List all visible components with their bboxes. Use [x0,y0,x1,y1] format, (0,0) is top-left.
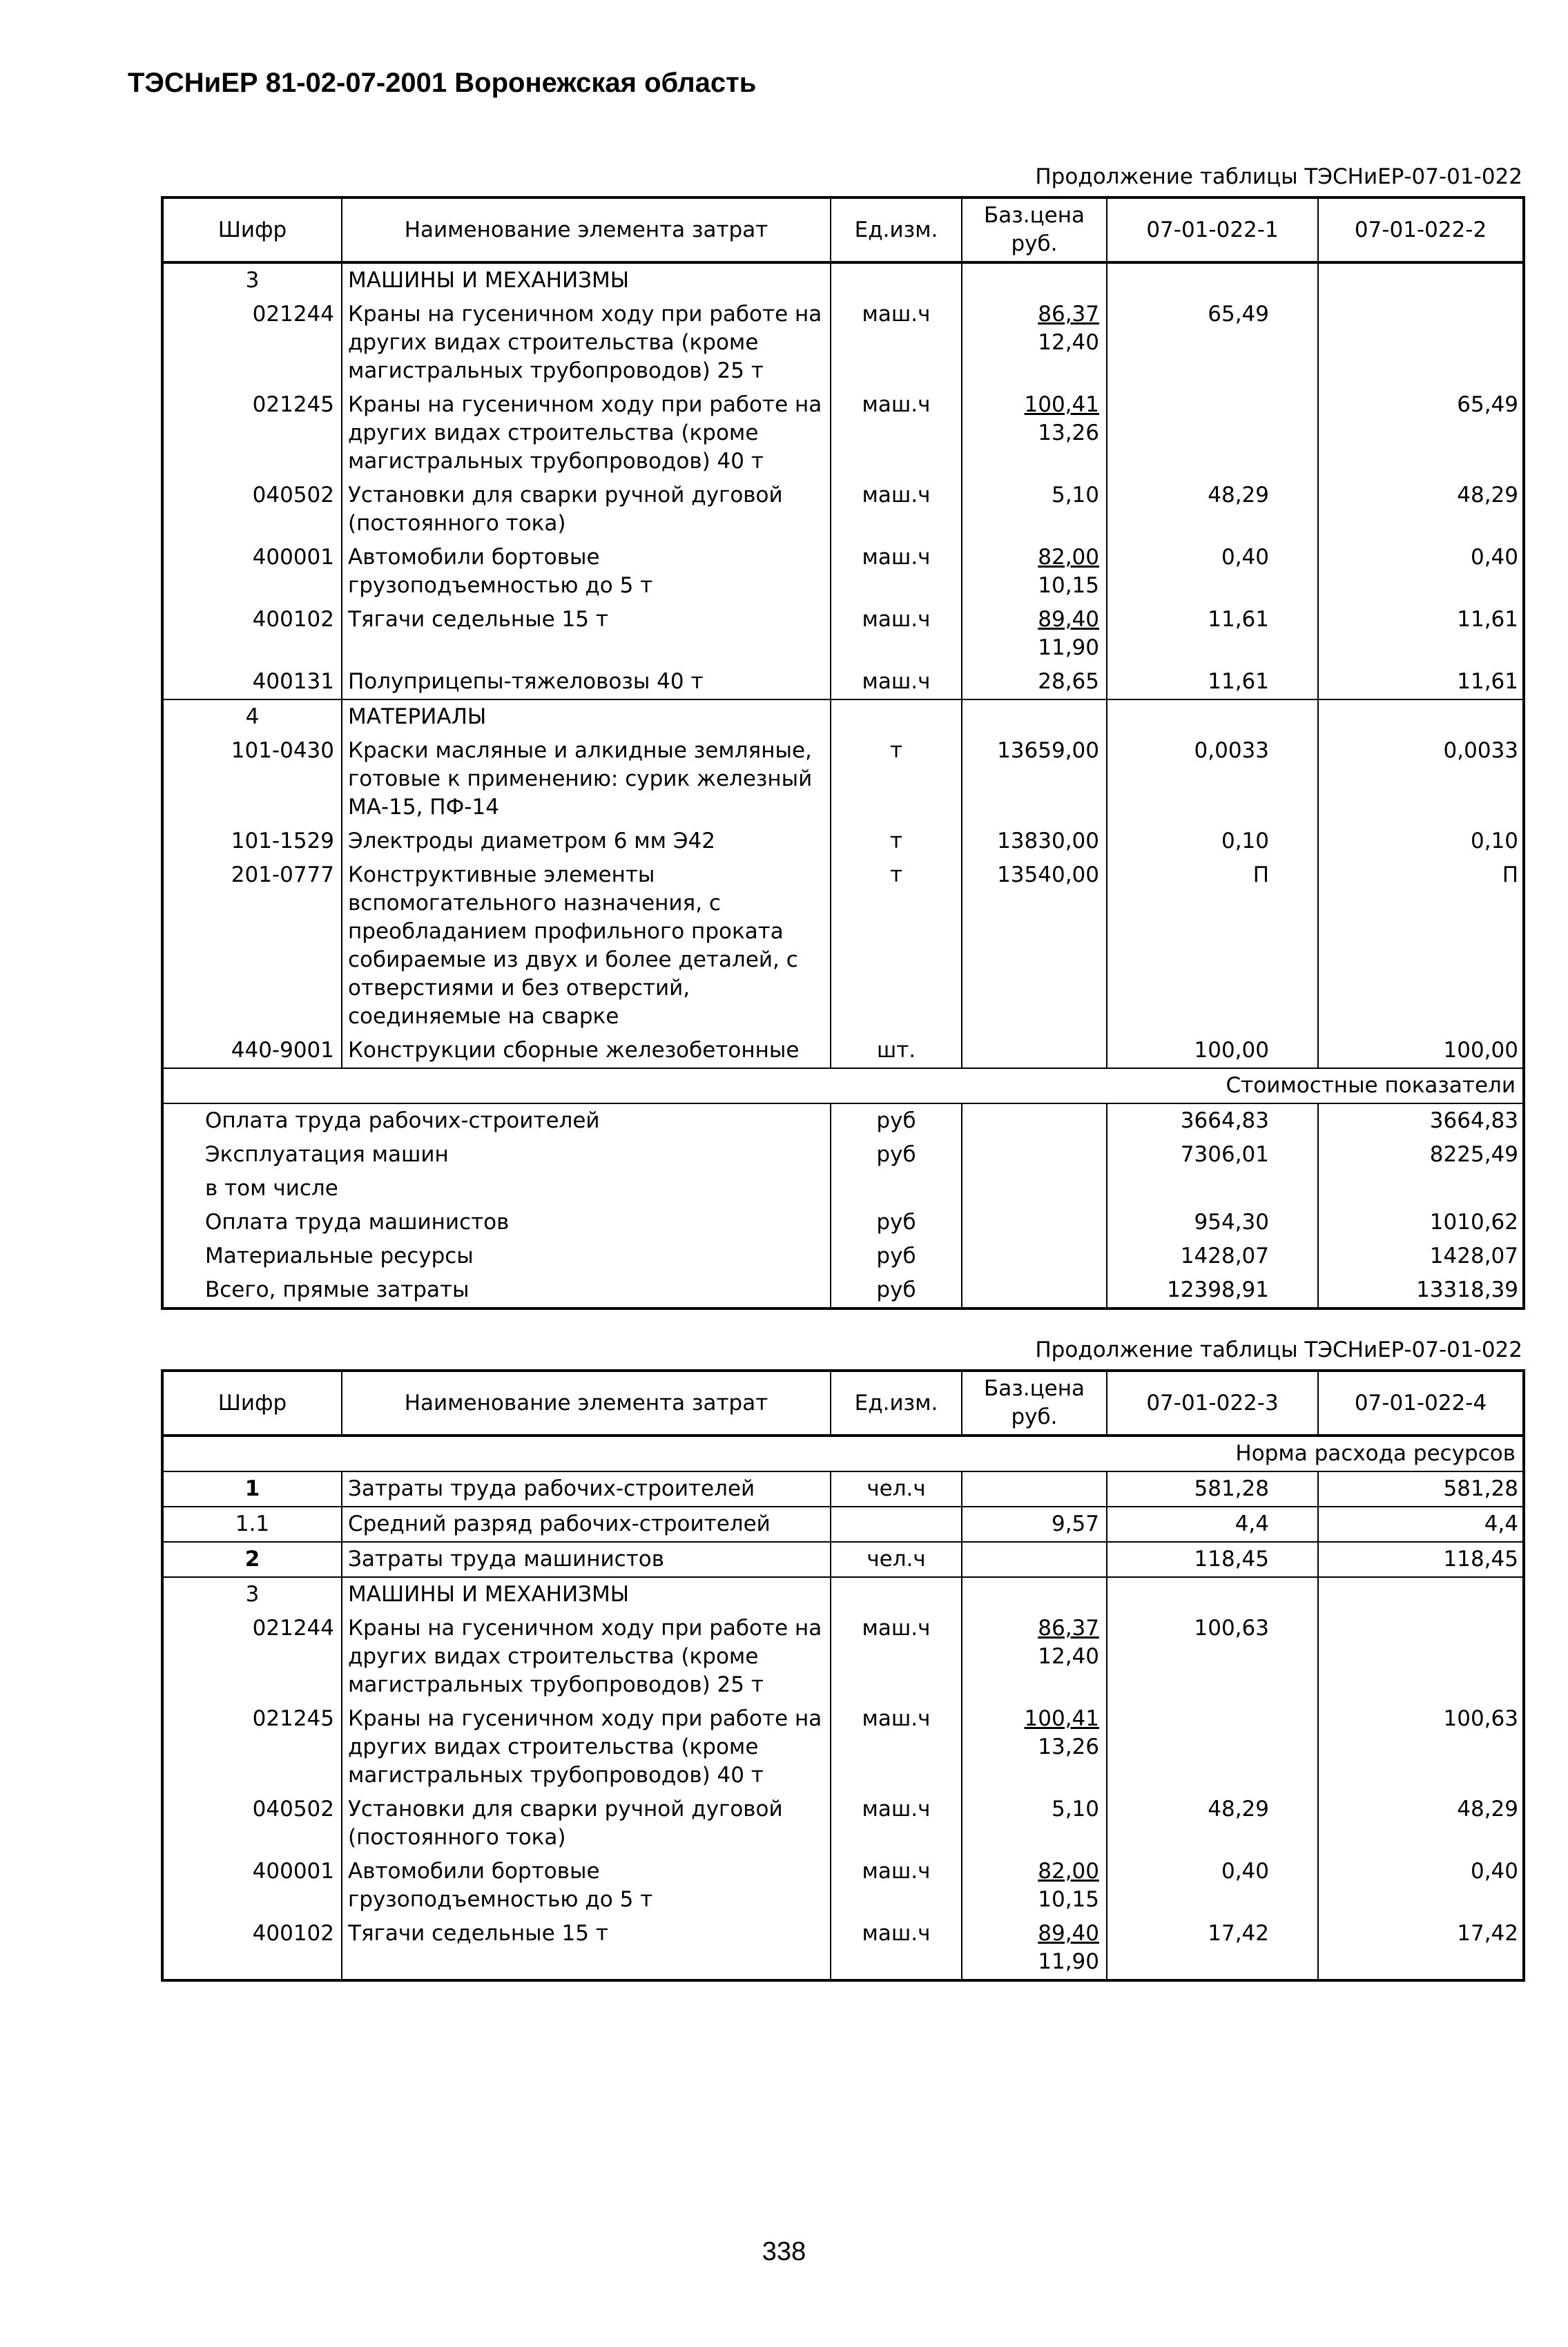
value-col-1 [1107,1702,1318,1793]
column-header: Шифр [162,1371,342,1436]
base-price [962,1855,1107,1917]
empty-cell [1318,262,1524,298]
cost-unit: руб [831,1103,962,1138]
base-price-value: 28,65 [1038,669,1099,694]
value-col-1: П [1107,858,1318,1034]
base-price-value: 13540,00 [997,862,1099,887]
cost-label: Всего, прямые затраты [205,1277,470,1302]
empty-cell [962,1577,1107,1612]
value-col-2: 17,42 [1318,1917,1524,1980]
resource-name: Тягачи седельные 15 т [342,1917,831,1980]
base-price [962,1542,1107,1577]
unit: маш.ч [831,1793,962,1855]
cost-unit: руб [831,1239,962,1273]
resource-name: Конструктивные элементы вспомогательного назначения, с преобладанием профильного проката собираемые из двух и более деталей, с отверстиями и без отверстий, соединяемые на сварке [342,858,831,1034]
table-header-row [162,1371,1524,1436]
resource-name: Краски масляные и алкидные земляные, готовые к применению: сурик железный МА-15, ПФ-14 [342,734,831,824]
cost-value-2: 3664,83 [1318,1103,1524,1138]
cost-row [162,1103,1524,1138]
empty-cell [1107,699,1318,734]
base-price [962,1793,1107,1855]
base-price [962,665,1107,699]
column-header: Ед.изм. [831,197,962,262]
unit: маш.ч [831,388,962,479]
cost-value-1: 3664,83 [1107,1103,1318,1138]
base-price [962,298,1107,388]
cost-value-2: 1010,62 [1318,1206,1524,1239]
resource-code: 400001 [252,1859,334,1884]
base-price [962,541,1107,603]
cost-value-1: 954,30 [1107,1206,1318,1239]
base-price-wage: 13,26 [1038,421,1099,445]
value-col-2: 0,40 [1318,1855,1524,1917]
column-header: Наименование элемента затрат [342,1371,831,1436]
section-title: МАТЕРИАЛЫ [342,699,831,734]
cost-unit: руб [831,1206,962,1239]
resource-name: Краны на гусеничном ходу при работе на других видах строительства (кроме магистральных трубопроводов) 40 т [342,388,831,479]
section-title: МАШИНЫ И МЕХАНИЗМЫ [342,1577,831,1612]
unit: т [831,858,962,1034]
cost-row [162,1239,1524,1273]
resource-code: 201-0777 [231,862,334,887]
base-price [962,734,1107,824]
base-price-value: 13830,00 [997,829,1099,853]
cost-row [162,1138,1524,1172]
section-row [162,1577,1524,1612]
resource-name: Полуприцепы-тяжеловозы 40 т [342,665,831,699]
table-row [162,665,1524,699]
table-row [162,824,1524,858]
resource-code: 021245 [252,1706,334,1731]
cost-value-2: 8225,49 [1318,1138,1524,1172]
table-row [162,1507,1524,1542]
column-header: 07-01-022-1 [1107,197,1318,262]
base-price [962,858,1107,1034]
value-col-1: 65,49 [1107,298,1318,388]
base-price-wage: 10,15 [1038,573,1099,598]
unit: маш.ч [831,298,962,388]
cost-row [162,1172,1524,1206]
value-col-1: 0,40 [1107,541,1318,603]
page-number: 338 [762,2237,806,2266]
column-header: Баз.цена руб. [962,197,1107,262]
resource-code: 2 [244,1547,260,1572]
cost-indicators-header [162,1068,1524,1103]
value-col-2: 100,63 [1318,1702,1524,1793]
column-header: 07-01-022-3 [1107,1371,1318,1436]
value-col-2 [1318,1612,1524,1702]
base-price [962,603,1107,665]
resource-code: 021244 [252,1616,334,1641]
section-row [162,699,1524,734]
unit: чел.ч [831,1471,962,1507]
value-col-1: 4,4 [1107,1507,1318,1542]
cost-label: Материальные ресурсы [205,1244,474,1268]
cost-value-1: 12398,91 [1107,1273,1318,1308]
base-price-value: 89,40 [1038,1921,1099,1946]
value-col-2: 0,10 [1318,824,1524,858]
base-price-wage: 12,40 [1038,1644,1099,1669]
base-price [962,1702,1107,1793]
cost-label: Оплата труда машинистов [205,1210,510,1235]
unit: маш.ч [831,1612,962,1702]
base-price-value: 86,37 [1038,1616,1099,1641]
base-price-value: 100,41 [1024,392,1099,417]
resource-name: Электроды диаметром 6 мм Э42 [342,824,831,858]
resource-name: Конструкции сборные железобетонные [342,1034,831,1068]
resource-code: 440-9001 [231,1038,334,1063]
cost-unit: руб [831,1138,962,1172]
value-col-1: 581,28 [1107,1471,1318,1507]
table-header-row [162,197,1524,262]
section-row [162,262,1524,298]
column-header: Наименование элемента затрат [342,197,831,262]
empty-cell [962,1206,1107,1239]
resource-name: Тягачи седельные 15 т [342,603,831,665]
value-col-2: 4,4 [1318,1507,1524,1542]
base-price [962,1507,1107,1542]
continuation-label-1: Продолжение таблицы ТЭСНиЕР-07-01-022 [1035,164,1522,189]
base-price-value: 100,41 [1024,1706,1099,1731]
resource-code: 400102 [252,607,334,632]
cost-value-1 [1107,1172,1318,1206]
empty-cell [831,262,962,298]
resource-table-1 [161,196,1525,1310]
cost-value-1: 1428,07 [1107,1239,1318,1273]
cost-value-1: 7306,01 [1107,1138,1318,1172]
table-row [162,1612,1524,1702]
base-price [962,388,1107,479]
value-col-2: 100,00 [1318,1034,1524,1068]
base-price-wage: 13,26 [1038,1735,1099,1759]
cost-unit: руб [831,1273,962,1308]
resource-code: 1 [244,1476,260,1501]
table-row [162,541,1524,603]
section-title: МАШИНЫ И МЕХАНИЗМЫ [342,262,831,298]
resource-name: Установки для сварки ручной дуговой (постоянного тока) [342,479,831,541]
resource-code: 400131 [252,669,334,694]
cost-label: Оплата труда рабочих-строителей [205,1108,600,1133]
norm-header-text: Норма расхода ресурсов [162,1436,1524,1471]
value-col-1: 118,45 [1107,1542,1318,1577]
table-row [162,1793,1524,1855]
value-col-2: 0,0033 [1318,734,1524,824]
empty-cell [962,262,1107,298]
unit: маш.ч [831,1917,962,1980]
value-col-1: 100,63 [1107,1612,1318,1702]
resource-name: Установки для сварки ручной дуговой (постоянного тока) [342,1793,831,1855]
value-col-2 [1318,298,1524,388]
value-col-1: 48,29 [1107,479,1318,541]
unit: шт. [831,1034,962,1068]
norm-header [162,1436,1524,1471]
column-header: Шифр [162,197,342,262]
base-price-value: 5,10 [1051,483,1099,508]
value-col-2: 11,61 [1318,665,1524,699]
table-row [162,298,1524,388]
base-price-value: 89,40 [1038,607,1099,632]
value-col-2: 48,29 [1318,479,1524,541]
cost-row [162,1273,1524,1308]
unit: т [831,734,962,824]
value-col-2: 48,29 [1318,1793,1524,1855]
resource-code: 101-0430 [231,738,334,763]
section-number: 3 [162,262,342,298]
empty-cell [962,1138,1107,1172]
column-header: Ед.изм. [831,1371,962,1436]
cost-label: Эксплуатация машин [205,1142,449,1167]
cost-label: в том числе [205,1176,338,1201]
section-number: 3 [162,1577,342,1612]
cost-value-2: 1428,07 [1318,1239,1524,1273]
base-price [962,1612,1107,1702]
base-price [962,1034,1107,1068]
value-col-1: 17,42 [1107,1917,1318,1980]
resource-table-2 [161,1369,1525,1982]
unit: т [831,824,962,858]
value-col-1: 11,61 [1107,665,1318,699]
resource-name: Затраты труда рабочих-строителей [342,1471,831,1507]
value-col-2: 11,61 [1318,603,1524,665]
value-col-2: 118,45 [1318,1542,1524,1577]
table-row [162,479,1524,541]
table-row [162,1034,1524,1068]
resource-name: Затраты труда машинистов [342,1542,831,1577]
base-price-wage: 12,40 [1038,330,1099,355]
value-col-1 [1107,388,1318,479]
empty-cell [1107,1577,1318,1612]
column-header: 07-01-022-4 [1318,1371,1524,1436]
base-price [962,479,1107,541]
base-price-wage: 10,15 [1038,1887,1099,1912]
base-price-value: 86,37 [1038,302,1099,327]
column-header: 07-01-022-2 [1318,197,1524,262]
page-header: ТЭСНиЕР 81-02-07-2001 Воронежская область [128,68,757,98]
base-price [962,1917,1107,1980]
resource-code: 021245 [252,392,334,417]
unit: маш.ч [831,1702,962,1793]
value-col-1: 0,40 [1107,1855,1318,1917]
resource-name: Краны на гусеничном ходу при работе на других видах строительства (кроме магистральных трубопроводов) 25 т [342,1612,831,1702]
resource-name: Средний разряд рабочих-строителей [342,1507,831,1542]
empty-cell [1318,699,1524,734]
empty-cell [831,1577,962,1612]
resource-name: Автомобили бортовые грузоподъемностью до 5 т [342,541,831,603]
value-col-2: 581,28 [1318,1471,1524,1507]
table-row [162,1855,1524,1917]
empty-cell [1318,1577,1524,1612]
value-col-1: 48,29 [1107,1793,1318,1855]
continuation-label-2: Продолжение таблицы ТЭСНиЕР-07-01-022 [1035,1337,1522,1362]
table-row [162,1917,1524,1980]
resource-name: Автомобили бортовые грузоподъемностью до 5 т [342,1855,831,1917]
base-price-value: 5,10 [1051,1797,1099,1822]
value-col-2: 0,40 [1318,541,1524,603]
unit [831,1507,962,1542]
base-price-value: 82,00 [1038,545,1099,570]
cost-value-2 [1318,1172,1524,1206]
empty-cell [962,1239,1107,1273]
empty-cell [962,1273,1107,1308]
table-row [162,1702,1524,1793]
table-row [162,388,1524,479]
resource-code: 040502 [252,483,334,508]
section-number: 4 [162,699,342,734]
unit: маш.ч [831,479,962,541]
value-col-1: 11,61 [1107,603,1318,665]
base-price-value: 82,00 [1038,1859,1099,1884]
value-col-2: П [1318,858,1524,1034]
table-row [162,734,1524,824]
empty-cell [831,699,962,734]
resource-code: 400001 [252,545,334,570]
base-price-value: 9,57 [1051,1511,1099,1536]
resource-name: Краны на гусеничном ходу при работе на других видах строительства (кроме магистральных трубопроводов) 40 т [342,1702,831,1793]
resource-code: 101-1529 [231,829,334,853]
resource-code: 021244 [252,302,334,327]
table-row [162,858,1524,1034]
cost-indicators-header-text: Стоимостные показатели [162,1068,1524,1103]
base-price-value: 13659,00 [997,738,1099,763]
cost-unit [831,1172,962,1206]
table-row [162,1542,1524,1577]
column-header: Баз.цена руб. [962,1371,1107,1436]
unit: чел.ч [831,1542,962,1577]
base-price [962,1471,1107,1507]
unit: маш.ч [831,665,962,699]
unit: маш.ч [831,541,962,603]
resource-code: 400102 [252,1921,334,1946]
cost-value-2: 13318,39 [1318,1273,1524,1308]
empty-cell [962,699,1107,734]
table-row [162,1471,1524,1507]
value-col-1: 0,10 [1107,824,1318,858]
resource-code: 1.1 [235,1511,270,1536]
base-price-wage: 11,90 [1038,1949,1099,1974]
cost-row [162,1206,1524,1239]
empty-cell [1107,262,1318,298]
value-col-2: 65,49 [1318,388,1524,479]
base-price-wage: 11,90 [1038,635,1099,660]
empty-cell [962,1172,1107,1206]
resource-code: 040502 [252,1797,334,1822]
table-row [162,603,1524,665]
unit: маш.ч [831,1855,962,1917]
value-col-1: 0,0033 [1107,734,1318,824]
value-col-1: 100,00 [1107,1034,1318,1068]
empty-cell [962,1103,1107,1138]
unit: маш.ч [831,603,962,665]
resource-name: Краны на гусеничном ходу при работе на других видах строительства (кроме магистральных трубопроводов) 25 т [342,298,831,388]
base-price [962,824,1107,858]
